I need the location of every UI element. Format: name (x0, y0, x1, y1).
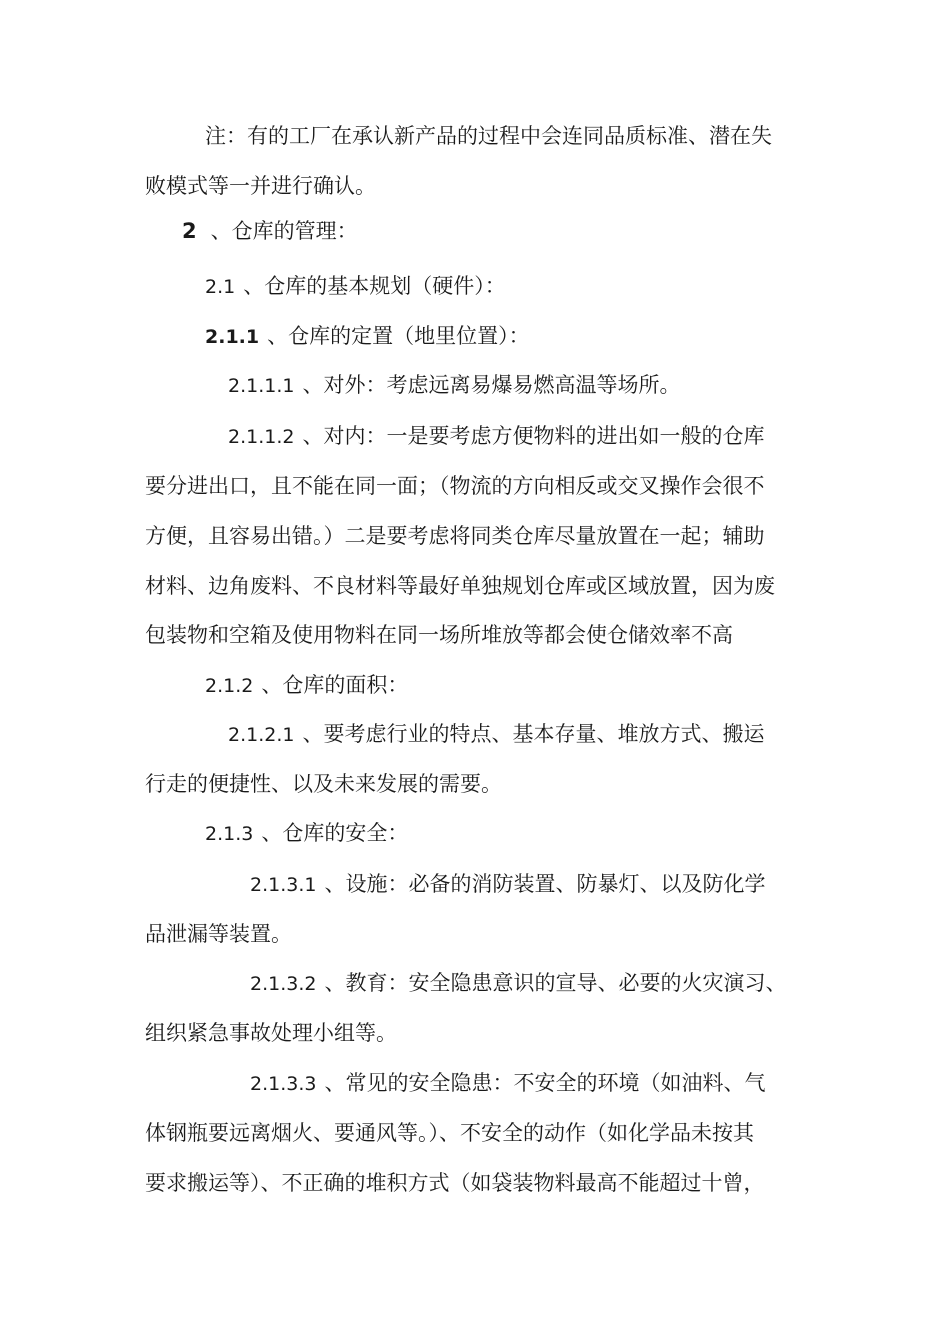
section-number: 2.1.2 (205, 675, 254, 697)
item-2-1-3-3-line-2: 体钢瓶要远离烟火、要通风等。）、不安全的动作（如化学品未按其 (145, 1121, 754, 1145)
item-2-1-1-1: 2.1.1.1 、对外：考虑远离易爆易燃高温等场所。 (228, 373, 681, 397)
section-number: 2.1.1 (205, 326, 260, 348)
section-number: 2.1.3.3 (250, 1073, 317, 1095)
section-number: 2.1.1.1 (228, 375, 295, 397)
heading-2-1-3: 2.1.3 、仓库的安全： (205, 821, 409, 845)
heading-2-1-2: 2.1.2 、仓库的面积： (205, 673, 409, 697)
section-number: 2.1.3.1 (250, 874, 317, 896)
item-2-1-3-2: 2.1.3.2 、教育：安全隐患意识的宣导、必要的火灾演习、 (250, 971, 787, 995)
item-2-1-3-3-line-3: 要求搬运等）、不正确的堆积方式（如袋装物料最高不能超过十曾， (145, 1171, 765, 1195)
item-2-1-3-1-line-2: 品泄漏等装置。 (145, 922, 292, 946)
item-2-1-2-1: 2.1.2.1 、要考虑行业的特点、基本存量、堆放方式、搬运 (228, 722, 765, 746)
item-2-1-1-2-line-4: 材料、边角废料、不良材料等最好单独规划仓库或区域放置，因为废 (145, 574, 775, 598)
section-number: 2.1.2.1 (228, 724, 295, 746)
note-line-1: 注：有的工厂在承认新产品的过程中会连同品质标准、潜在失 (205, 124, 772, 148)
item-2-1-3-3: 2.1.3.3 、常见的安全隐患：不安全的环境（如油料、气 (250, 1071, 766, 1095)
heading-2-1-1: 2.1.1 、仓库的定置（地里位置）： (205, 324, 530, 348)
item-2-1-2-1-line-2: 行走的便捷性、以及未来发展的需要。 (145, 772, 502, 796)
note-line-2: 败模式等一并进行确认。 (145, 174, 376, 198)
section-number: 2 (182, 219, 197, 243)
section-number: 2.1 (205, 276, 236, 298)
section-number: 2.1.1.2 (228, 426, 295, 448)
item-2-1-1-2: 2.1.1.2 、对内：一是要考虑方便物料的进出如一般的仓库 (228, 424, 765, 448)
item-2-1-3-2-line-2: 组织紧急事故处理小组等。 (145, 1021, 397, 1045)
heading-2: 2 、仓库的管理： (182, 219, 358, 243)
item-2-1-1-2-line-2: 要分进出口，且不能在同一面；（物流的方向相反或交叉操作会很不 (145, 474, 765, 498)
section-number: 2.1.3 (205, 823, 254, 845)
item-2-1-3-1: 2.1.3.1 、设施：必备的消防装置、防暴灯、以及防化学 (250, 872, 766, 896)
section-number: 2.1.3.2 (250, 973, 317, 995)
heading-2-1: 2.1 、仓库的基本规划（硬件）： (205, 274, 506, 298)
item-2-1-1-2-line-3: 方便，且容易出错。）二是要考虑将同类仓库尽量放置在一起；辅助 (145, 524, 765, 548)
item-2-1-1-2-line-5: 包装物和空箱及使用物料在同一场所堆放等都会使仓储效率不高 (145, 623, 733, 647)
